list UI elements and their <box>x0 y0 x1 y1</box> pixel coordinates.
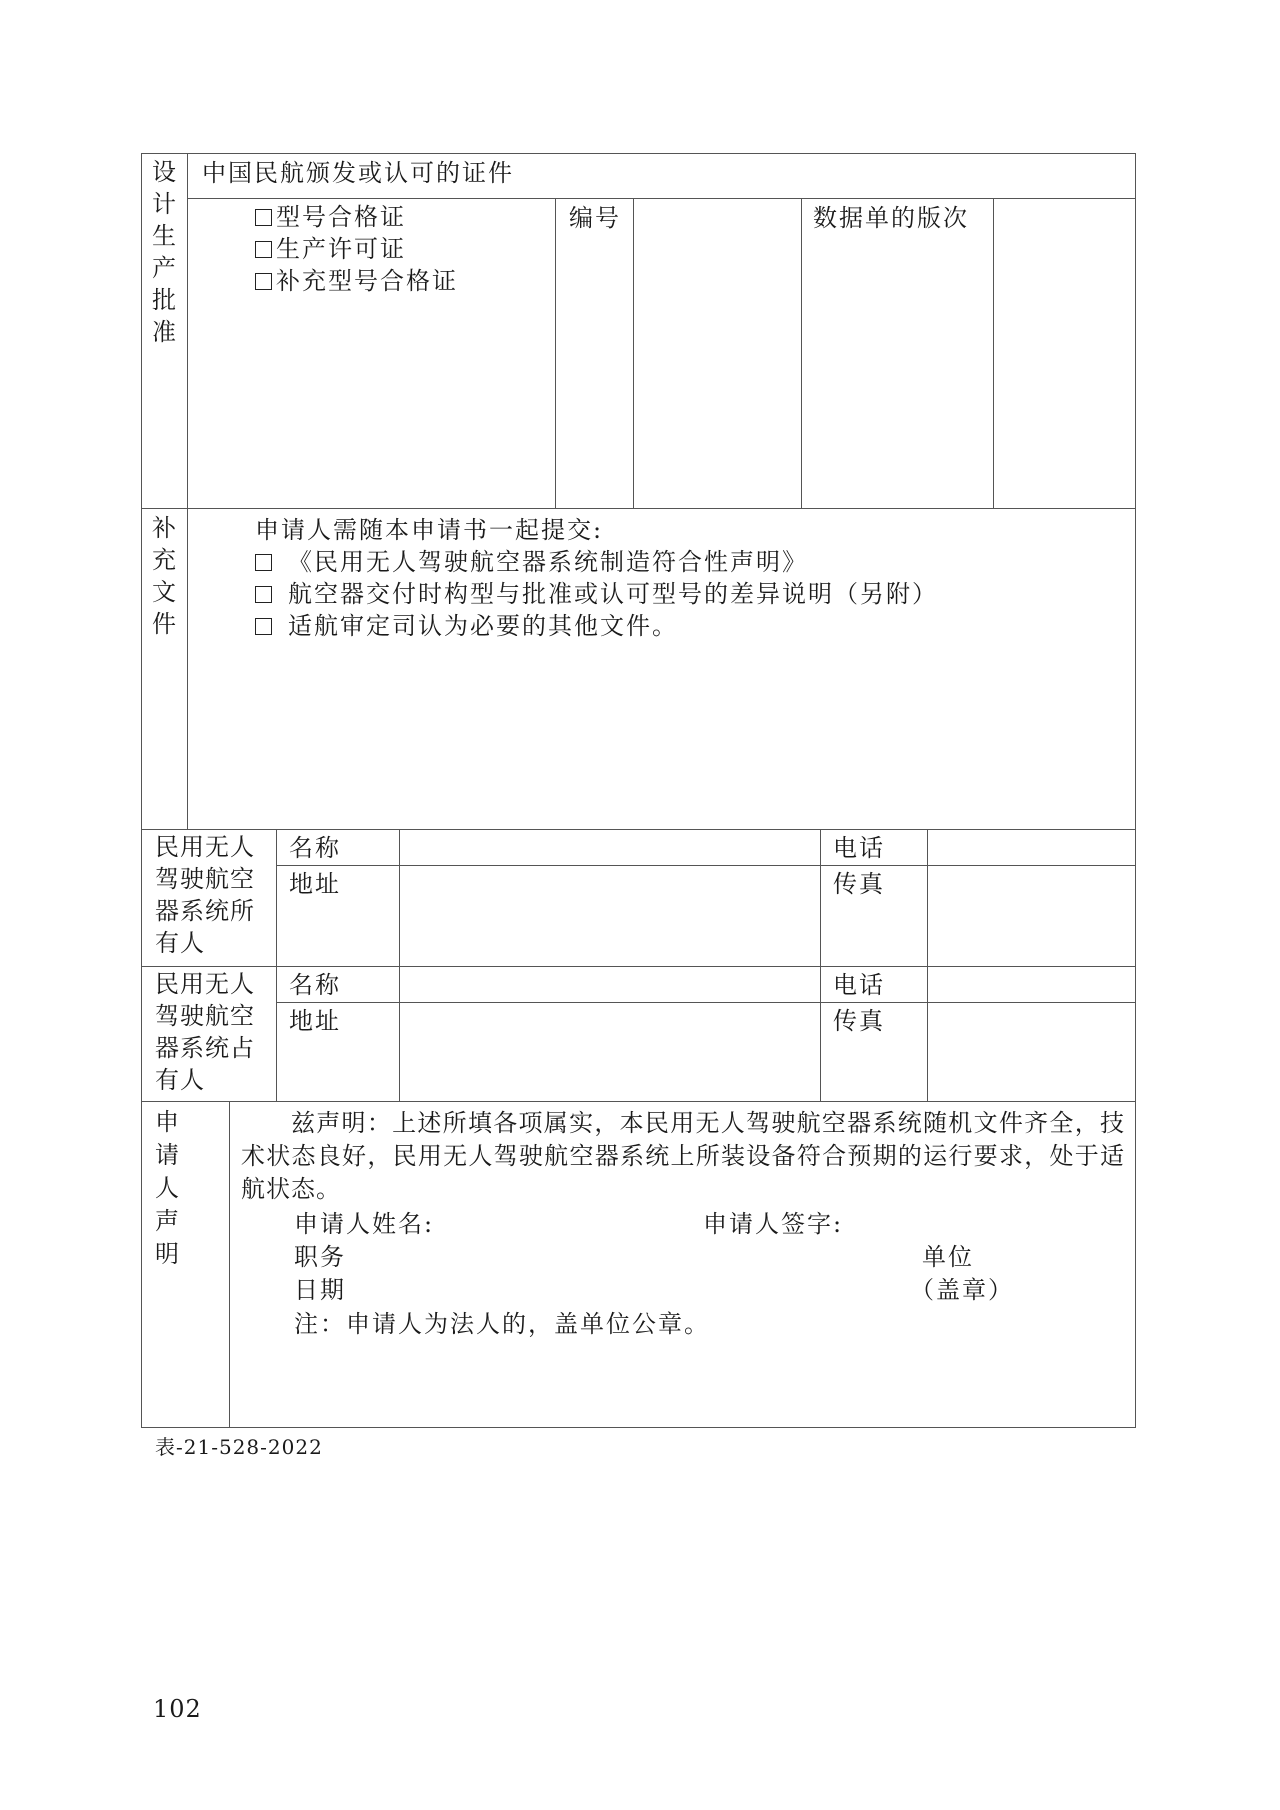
operator-phone-label: 电话 <box>833 971 885 999</box>
operator-name-label: 名称 <box>289 971 341 999</box>
doc-item[interactable]: 《民用无人驾驶航空器系统制造符合性声明》 <box>255 546 938 578</box>
option-type-certificate[interactable]: 型号合格证 <box>255 201 458 233</box>
column-divider <box>276 829 277 1101</box>
data-sheet-revision-label: 数据单的版次 <box>813 204 969 232</box>
checkbox[interactable] <box>255 586 272 603</box>
design-approval-side-label: 设 计 生 产 批 准 <box>152 158 176 346</box>
table-border-top <box>141 153 1136 154</box>
owner-fax-label: 传真 <box>833 870 885 898</box>
unit-label: 单位 <box>922 1243 974 1271</box>
owner-name-label: 名称 <box>289 834 341 862</box>
column-divider <box>820 829 821 1101</box>
column-divider <box>927 829 928 1101</box>
column-divider <box>187 153 188 508</box>
supplementary-intro: 申请人需随本申请书一起提交: <box>255 516 604 544</box>
section-divider <box>141 1101 1136 1102</box>
row-divider <box>276 865 1135 866</box>
supplementary-docs-list <box>255 514 938 642</box>
legal-entity-note: 注：申请人为法人的，盖单位公章。 <box>294 1310 710 1338</box>
checkbox[interactable] <box>255 209 272 226</box>
column-divider <box>993 198 994 508</box>
doc-item[interactable]: 适航审定司认为必要的其他文件。 <box>255 610 938 642</box>
declaration-side-label: 申 请 人 声 明 <box>155 1108 179 1268</box>
column-divider <box>399 829 400 1101</box>
column-divider <box>229 1101 230 1427</box>
section-divider <box>141 508 1136 509</box>
number-label: 编号 <box>569 204 621 232</box>
page-number: 102 <box>153 1695 202 1723</box>
applicant-name-label: 申请人姓名: <box>294 1210 435 1238</box>
row-divider <box>276 1002 1135 1003</box>
seal-label: （盖章） <box>910 1276 1014 1304</box>
supplementary-docs-side-label: 补 充 文 件 <box>152 514 176 638</box>
table-border-bottom <box>141 1427 1136 1428</box>
owner-side-label: 民用无人 驾驶航空 器系统所 有人 <box>155 833 255 957</box>
declaration-statement: 兹声明：上述所填各项属实，本民用无人驾驶航空器系统随机文件齐全，技术状态良好，民用无人驾驶航空器系统上所装设备符合预期的运行要求，处于适航状态。 <box>241 1109 1125 1203</box>
doc-item[interactable]: 航空器交付时构型与批准或认可型号的差异说明（另附） <box>255 578 938 610</box>
option-supplemental-type-certificate[interactable]: 补充型号合格证 <box>255 265 458 297</box>
form-code: 表-21-528-2022 <box>155 1435 323 1459</box>
section-divider <box>141 966 1136 967</box>
column-divider <box>801 198 802 508</box>
column-divider <box>633 198 634 508</box>
owner-address-label: 地址 <box>289 870 341 898</box>
column-divider <box>555 198 556 508</box>
date-label: 日期 <box>294 1276 346 1304</box>
operator-fax-label: 传真 <box>833 1007 885 1035</box>
checkbox[interactable] <box>255 241 272 258</box>
section-divider <box>141 829 1136 830</box>
checkbox[interactable] <box>255 554 272 571</box>
certificate-header: 中国民航颁发或认可的证件 <box>202 159 514 187</box>
checkbox[interactable] <box>255 618 272 635</box>
operator-address-label: 地址 <box>289 1007 341 1035</box>
table-border-left <box>141 153 142 1428</box>
operator-side-label: 民用无人 驾驶航空 器系统占 有人 <box>155 970 255 1094</box>
applicant-signature-label: 申请人签字: <box>703 1210 844 1238</box>
column-divider <box>187 508 188 829</box>
position-label: 职务 <box>294 1243 346 1271</box>
checkbox[interactable] <box>255 273 272 290</box>
certificate-options <box>255 201 458 297</box>
owner-phone-label: 电话 <box>833 834 885 862</box>
option-production-certificate[interactable]: 生产许可证 <box>255 233 458 265</box>
table-border-right <box>1135 153 1136 1428</box>
